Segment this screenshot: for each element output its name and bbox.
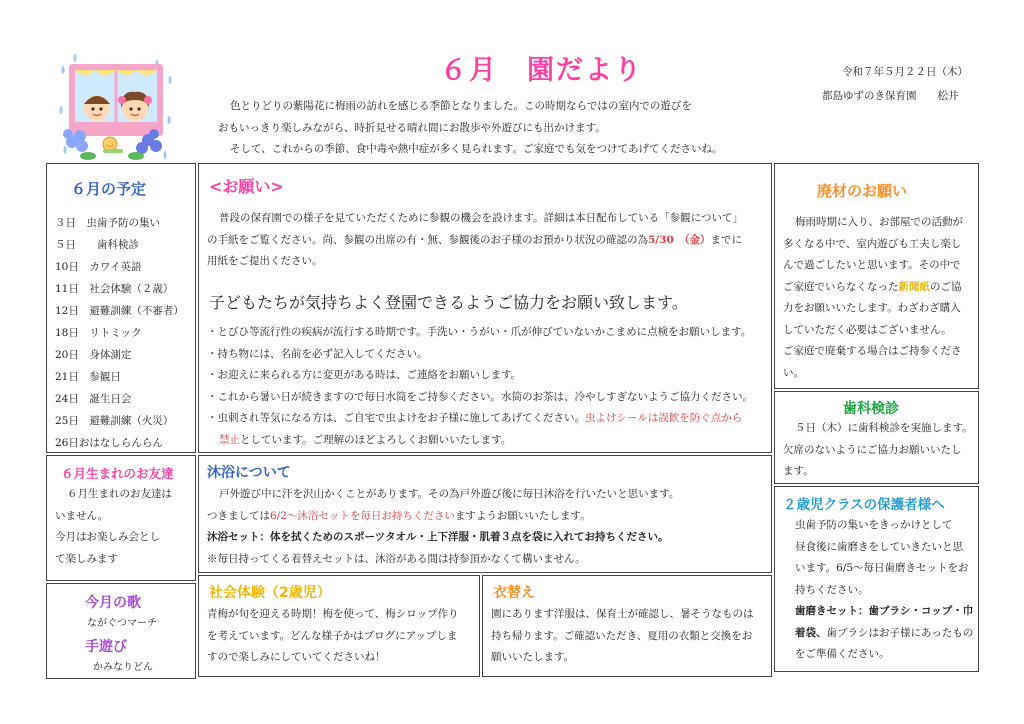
schedule-list xyxy=(55,212,184,454)
clothes-title: 衣替え xyxy=(493,585,535,601)
materials-box: 廃材のお願い 梅雨時期に入り、お部屋での活動が 多くなる中で、室内遊びも工夫し楽し んで過ごしたいと思います。その中で ご家庭でいらなくなった新聞紙のご協 力をお願いいたします。わざわざ購入 していただく必要はございません。 ご家庭で廃棄する場合はご持参くださ い。 xyxy=(774,163,979,389)
birthday-title: ６月生まれのお友達 xyxy=(61,466,174,481)
snail-icon xyxy=(100,134,126,154)
list-item: 18日 リトミック xyxy=(55,327,142,339)
social-title: 社会体験（2歳児） xyxy=(209,585,331,601)
dental-box: 歯科検診 ５日（木）に歯科検診を実施します。 欠席のないようにご協力お願いいたし ます。 xyxy=(774,391,979,484)
dental-title: 歯科検診 xyxy=(843,401,899,417)
list-item: 25日 避難訓練（火災） xyxy=(55,415,174,427)
list-item: 10日 カワイ英語 xyxy=(55,261,142,273)
request-highlight: 子どもたちが気持ちよく登園できるようご協力をお願い致します。 xyxy=(209,293,688,312)
page-title: ６月 園だより xyxy=(440,55,643,86)
list-item: ５日 歯科検診 xyxy=(55,239,139,251)
song-title: 今月の歌 xyxy=(85,595,141,611)
play-name: かみなりどん xyxy=(93,662,153,673)
list-item: 24日 誕生日会 xyxy=(55,393,132,405)
materials-title: 廃材のお願い xyxy=(817,182,908,200)
list-item: ３日 虫歯予防の集い xyxy=(55,217,160,229)
clothes-box: 衣替え 園にあります洋服は、保育士が確認し、暑そうなものは 持ち帰ります。ご確認いただき、夏用の衣類と交換をお 願いいたします。 xyxy=(482,575,772,677)
schedule-title: ６月の予定 xyxy=(71,180,147,198)
toddler-box: ２歳児クラスの保護者様へ 虫歯予防の集いをきっかけとして 昼食後に歯磨きをしていきたいと思 います。6/5～毎日歯磨きセットをお 持ちください。 歯磨きセット：歯ブラシ・コップ・巾 着袋、歯ブラシはお子様にあったもの をご準備ください。 xyxy=(774,486,979,672)
schedule-box xyxy=(46,163,196,453)
birthday-box: ６月生まれのお友達 ６月生まれのお友達は いません。 今月はお楽しみ会とし て楽しみます xyxy=(46,455,196,581)
bath-box: 沐浴について 戸外遊び中に汗を沢山かくことがあります。その為戸外遊び後に毎日沐浴を行いたいと思います。 つきましては6/2～沐浴セットを毎日お持ちくださいますようお願いいたします。 沐浴セット：体を拭くためのスポーツタオル・上下洋服・肌着３点を袋に入れてお持ちください。 ※毎日持ってくる着替えセットは、沐浴がある間は持参頂かなくて構いません。 xyxy=(198,455,772,573)
sender: 都島ゆずのき保育園 松井 xyxy=(822,90,959,102)
list-item: 21日 参観日 xyxy=(55,371,121,383)
songs-box xyxy=(46,583,196,679)
request-box: <お願い> 普段の保育園での様子を見ていただくために参観の機会を設けます。詳細は本日配布している「参観について」 の手紙をご覧ください。尚、参観の出席の有・無、参観後のお子様のお預かり状況の確認の為5/30 （金）までに 用紙をご提出ください。 子どもたちが気持ちよく登園できるようご協力をお願い致します。 ・とびひ等流行性の疾病が流行する時期です。手洗い・うがい・爪が伸びていないかこまめに点検をお願いします。 ・持ち物には、名前を必ず記入してください。 ・お迎えに来られる方に変更がある時は、ご連絡をお願いします。 ・これから暑い日が続きますので毎日水筒をご持参ください。水筒のお茶は、冷やしすぎないようご協力ください。 ・虫刺され等気になる方は、ご自宅で虫よけをお子様に施してあげてください。虫よけシールは誤飲を防ぐ点から 禁止としています。ご理解のほどよろしくお願いいたします。 xyxy=(198,163,772,453)
list-item: 20日 身体測定 xyxy=(55,349,132,361)
list-item: 12日 避難訓練（不審者） xyxy=(55,305,184,317)
play-title: 手遊び xyxy=(85,639,127,655)
request-title: <お願い> xyxy=(209,177,284,196)
list-item: 26日おはなしらんらん xyxy=(55,437,163,449)
intro-text: 色とりどりの紫陽花に梅雨の訪れを感じる季節となりました。この時期ならではの室内での遊びを おもいっきり楽しみながら、時折見せる晴れ間にお散歩や外遊びにも出かけます。 そして、これからの季節、食中毒や熱中症が多く見られます。ご家庭でも気をつけてあげてくださいね。 xyxy=(218,100,723,155)
toddler-title: ２歳児クラスの保護者様へ xyxy=(783,497,945,513)
song-name: ながぐつマーチ xyxy=(87,618,157,629)
social-box: 社会体験（2歳児） 青梅が旬を迎える時期！梅を使って、梅シロップ作り を考えています。どんな様子かはブログにアップしま すので楽しみにしていてくださいね！ xyxy=(198,575,480,677)
bath-title: 沐浴について xyxy=(207,465,291,481)
list-item: 11日 社会体験（２歳） xyxy=(55,283,174,295)
issue-date: 令和７年５月２２日（木） xyxy=(842,66,968,78)
